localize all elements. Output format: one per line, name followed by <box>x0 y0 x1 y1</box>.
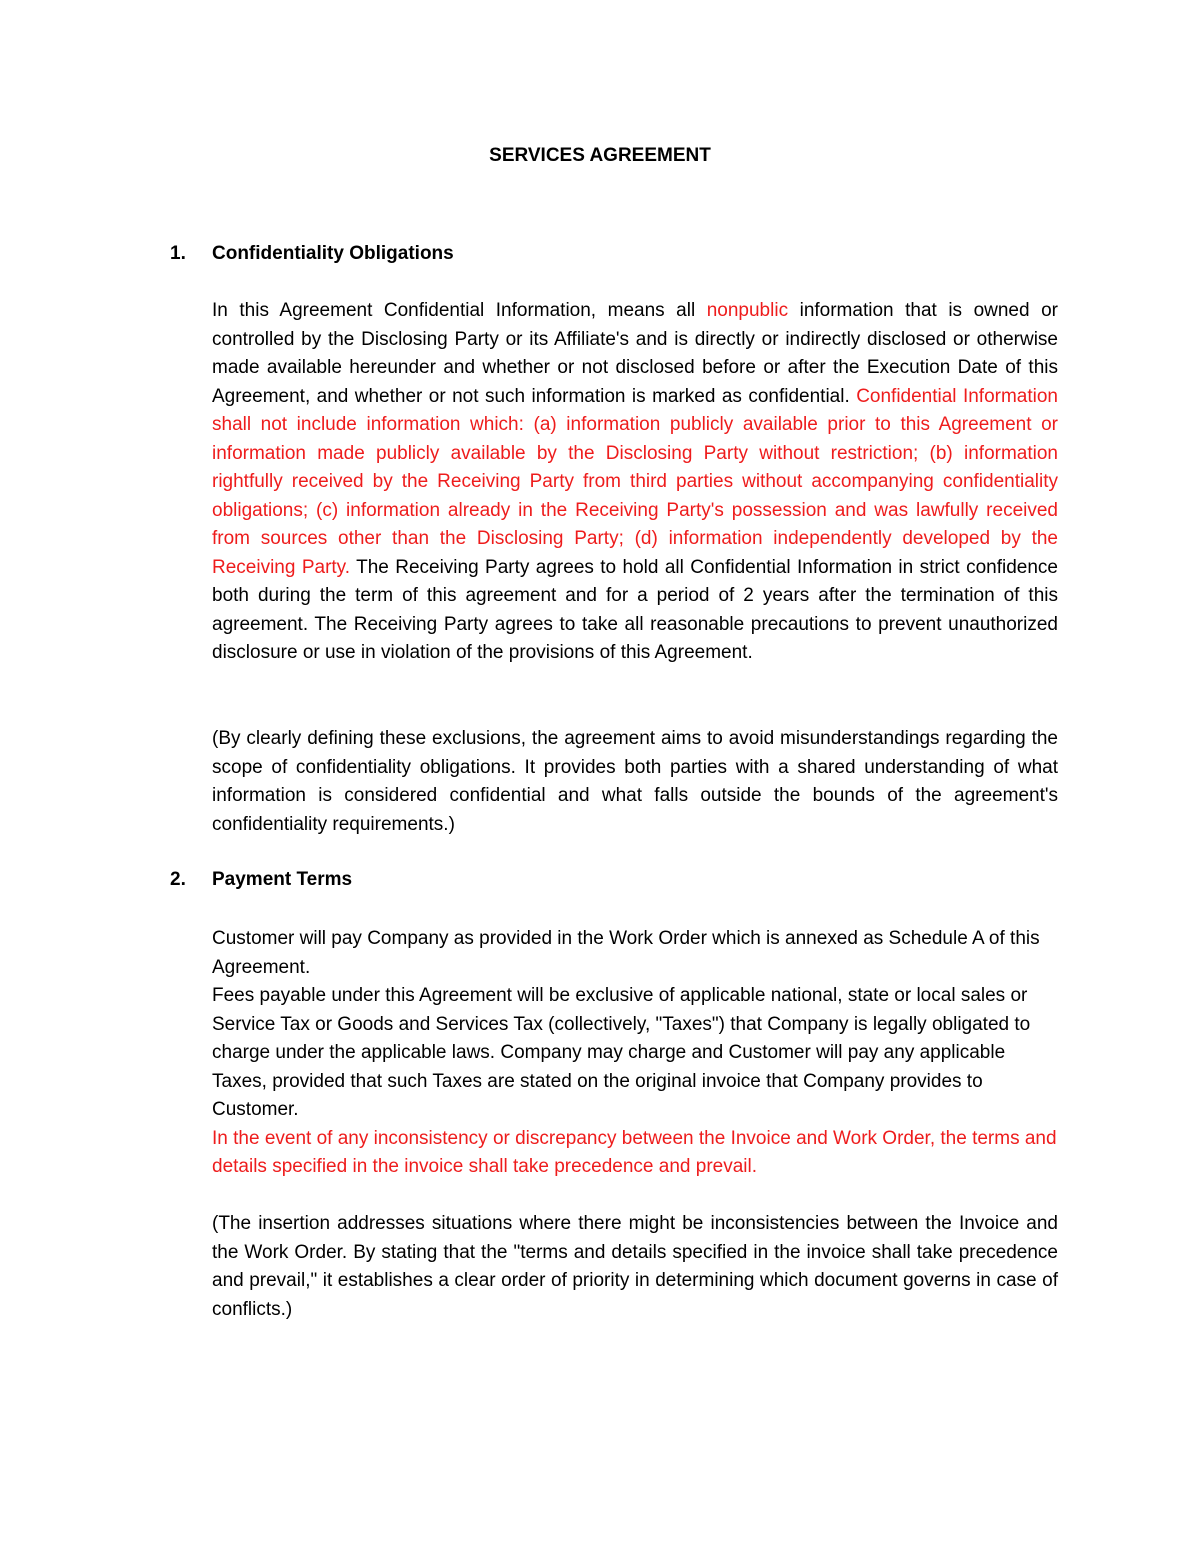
payment-schedule-text: Customer will pay Company as provided in the Work Order which is annexed as Schedule A of this Agreement. <box>212 928 1040 978</box>
highlighted-precedence-clause: In the event of any inconsistency or discrepancy between the Invoice and Work Order, the terms and details specified in the invoice shall take precedence and prevail. <box>212 1127 1057 1177</box>
confidentiality-paragraph <box>212 297 1058 668</box>
payment-terms-paragraph <box>212 925 1058 1182</box>
taxes-text: Fees payable under this Agreement will be exclusive of applicable national, state or local sales or Service Tax or Goods and Services Tax (collectively, "Taxes") that Company is legally obligated to charge under the applicable laws. Company may charge and Customer will pay any applicable Taxes, provided that such Taxes are stated on the original invoice that Company provides to Customer. <box>212 985 1031 1120</box>
section-title: Confidentiality Obligations <box>212 243 454 264</box>
explanatory-note: (By clearly defining these exclusions, the agreement aims to avoid misunderstandings regarding the scope of confidentiality obligations. It provides both parties with a shared understanding of what information is considered confidential and what falls outside the bounds of the agreement's confidentiality requirements.) <box>212 728 1058 835</box>
explanatory-note: (The insertion addresses situations where there might be inconsistencies between the Invoice and the Work Order. By stating that the "terms and details specified in the invoice shall take precedence and prevail," it establishes a clear order of priority in determining which document governs in case of conflicts.) <box>212 1213 1058 1320</box>
payment-terms-note <box>212 1210 1058 1324</box>
definition-text-part: information that is owned or controlled by the Disclosing Party or its Affiliate's and is directly or indirectly disclosed or otherwise made available hereunder and whether or not disclosed before or after the Execution Date of this Agreement, and whether or not such information is marked as confidential. <box>212 300 1058 407</box>
document-title: SERVICES AGREEMENT <box>489 145 711 166</box>
highlighted-exclusions-clause: Confidential Information shall not include information which: (a) information publicly available prior to this Agreement or information made publicly available by the Disclosing Party without restriction; (b) information rightfully received by the Receiving Party from third parties without accompanying confidentiality obligations; (c) information already in the Receiving Party's possession and was lawfully received from sources other than the Disclosing Party; (d) information independently developed by the Receiving Party. <box>212 385 1059 578</box>
section-title: Payment Terms <box>212 869 353 890</box>
highlighted-term-nonpublic: nonpublic <box>706 300 789 321</box>
confidentiality-note <box>212 725 1058 839</box>
section-heading-payment-terms <box>170 867 352 893</box>
section-number: 2. <box>170 869 186 890</box>
confidentiality-definition-text <box>212 297 1058 668</box>
definition-text-part: In this Agreement Confidential Information, means all <box>212 300 707 321</box>
obligations-text: The Receiving Party agrees to hold all Confidential Information in strict confidence both during the term of this agreement and for a period of 2 years after the termination of this agreement. The Receiving Party agrees to take all reasonable precautions to prevent unauthorized disclosure or use in violation of the provisions of this Agreement. <box>212 556 1058 663</box>
section-number: 1. <box>170 243 186 264</box>
section-heading-confidentiality <box>170 241 454 267</box>
